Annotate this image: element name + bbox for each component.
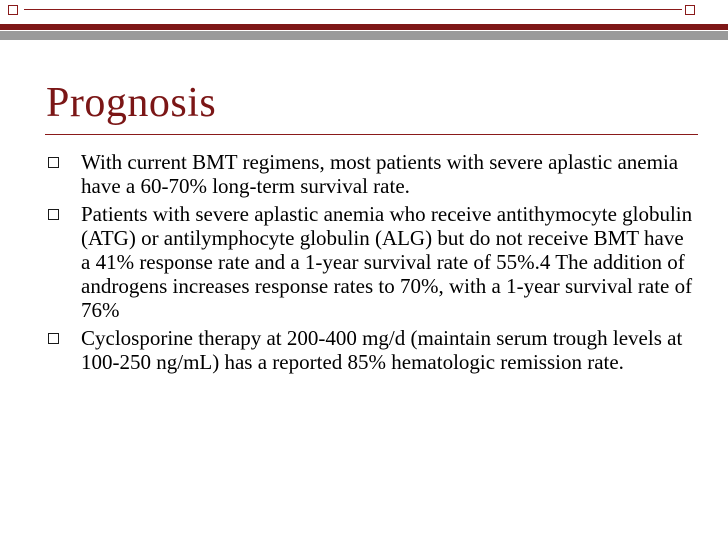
square-bullet-icon <box>48 157 59 168</box>
square-bullet-icon <box>48 333 59 344</box>
square-bullet-icon <box>48 209 59 220</box>
header-maroon-band-edge <box>0 24 24 30</box>
header-decoration <box>0 0 728 42</box>
bullet-text: Cyclosporine therapy at 200-400 mg/d (maintain serum trough levels at 100-250 ng/mL) has a reported 85% hematologic remission rate. <box>81 326 683 374</box>
header-gray-band <box>24 31 728 40</box>
bullet-list <box>46 150 696 378</box>
corner-square-left-icon <box>8 5 18 15</box>
slide-title: Prognosis <box>46 80 217 126</box>
header-maroon-band <box>24 24 728 30</box>
bullet-text: Patients with severe aplastic anemia who receive antithymocyte globulin (ATG) or antilymphocyte globulin (ALG) but do not receive BMT have a 41% response rate and a 1-year survival rate of 55%.4 The addition of androgens increases response rates to 70%, with a 1-year survival rate of 76% <box>81 202 693 322</box>
bullet-item <box>46 326 696 374</box>
title-underline <box>45 134 698 135</box>
header-thin-rule <box>24 9 682 10</box>
corner-square-right-icon <box>685 5 695 15</box>
header-gray-band-edge <box>0 31 24 40</box>
bullet-item <box>46 150 696 198</box>
bullet-text: With current BMT regimens, most patients with severe aplastic anemia have a 60-70% long-term survival rate. <box>81 150 679 198</box>
bullet-item <box>46 202 696 322</box>
